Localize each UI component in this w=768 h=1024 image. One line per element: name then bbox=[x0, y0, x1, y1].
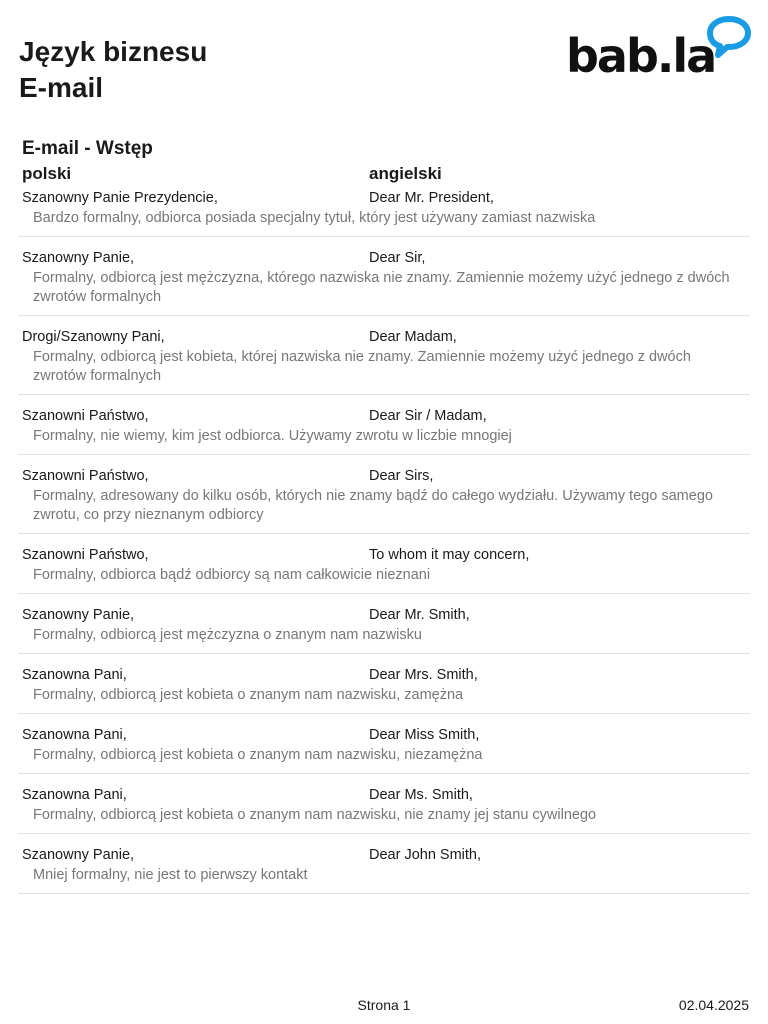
phrase-note: Formalny, odbiorcą jest kobieta o znanym nam nazwisku, niezamężna bbox=[33, 747, 483, 763]
phrase-polish: Szanowna Pani, bbox=[22, 727, 127, 743]
column-header-english: angielski bbox=[369, 164, 442, 183]
phrase-polish: Szanowny Panie Prezydencie, bbox=[22, 190, 218, 206]
phrase-entry bbox=[18, 245, 750, 316]
phrase-english: Dear Mr. President, bbox=[369, 190, 494, 206]
print-date: 02.04.2025 bbox=[678, 997, 749, 1013]
phrase-note: Formalny, adresowany do kilku osób, których nie znamy bądź do całego wydziału. Używamy tego samego zwrotu, co przy nieznanym odbiorcy bbox=[33, 488, 713, 523]
phrase-english: Dear Mr. Smith, bbox=[369, 607, 470, 623]
phrase-english: Dear Sir, bbox=[369, 250, 426, 266]
page-title-line2: E-mail bbox=[19, 72, 104, 103]
phrase-note: Formalny, odbiorcą jest mężczyzna, którego nazwiska nie znamy. Zamiennie możemy użyć jednego z dwóch zwrotów formalnych bbox=[33, 270, 730, 305]
phrase-entry bbox=[18, 463, 750, 534]
phrase-polish: Szanowny Panie, bbox=[22, 607, 135, 623]
phrase-english: Dear Sirs, bbox=[369, 468, 434, 484]
phrase-polish: Szanowni Państwo, bbox=[22, 408, 149, 424]
phrase-polish: Szanowna Pani, bbox=[22, 787, 127, 803]
phrase-note: Bardzo formalny, odbiorca posiada specjalny tytuł, który jest używany zamiast nazwiska bbox=[33, 210, 596, 226]
page-number: Strona 1 bbox=[357, 997, 411, 1013]
phrase-english: Dear Madam, bbox=[369, 329, 457, 345]
phrase-list bbox=[18, 185, 750, 902]
phrase-polish: Szanowni Państwo, bbox=[22, 547, 149, 563]
phrase-entry bbox=[18, 662, 750, 714]
page-title bbox=[19, 34, 207, 106]
phrase-note: Formalny, odbiorcą jest kobieta o znanym nam nazwisku, zamężna bbox=[33, 687, 464, 703]
speech-bubble-icon bbox=[706, 16, 752, 60]
phrase-note: Formalny, odbiorcą jest kobieta, której nazwiska nie znamy. Zamiennie możemy użyć jednego z dwóch zwrotów formalnych bbox=[33, 349, 691, 384]
phrase-english: Dear Miss Smith, bbox=[369, 727, 480, 743]
phrase-entry bbox=[18, 722, 750, 774]
phrase-polish: Szanowna Pani, bbox=[22, 667, 127, 683]
phrase-entry bbox=[18, 842, 750, 894]
phrase-entry bbox=[18, 403, 750, 455]
phrase-polish: Szanowny Panie, bbox=[22, 847, 135, 863]
phrase-polish: Szanowni Państwo, bbox=[22, 468, 149, 484]
phrase-english: Dear John Smith, bbox=[369, 847, 482, 863]
phrase-note: Formalny, odbiorcą jest kobieta o znanym nam nazwisku, nie znamy jej stanu cywilnego bbox=[33, 807, 597, 823]
phrase-polish: Szanowny Panie, bbox=[22, 250, 135, 266]
phrase-english: Dear Sir / Madam, bbox=[369, 408, 487, 424]
phrase-note: Formalny, nie wiemy, kim jest odbiorca. Używamy zwrotu w liczbie mnogiej bbox=[33, 428, 512, 444]
section-title: E-mail - Wstęp bbox=[22, 138, 153, 159]
column-header-polish: polski bbox=[22, 164, 72, 183]
phrase-entry bbox=[18, 185, 750, 237]
phrase-entry bbox=[18, 324, 750, 395]
phrase-entry bbox=[18, 782, 750, 834]
babla-logo[interactable] bbox=[566, 16, 752, 82]
phrase-english: Dear Ms. Smith, bbox=[369, 787, 473, 803]
logo-text: bab.la bbox=[566, 29, 716, 83]
phrase-note: Mniej formalny, nie jest to pierwszy kontakt bbox=[33, 867, 308, 883]
phrase-english: To whom it may concern, bbox=[369, 547, 530, 563]
phrase-note: Formalny, odbiorca bądź odbiorcy są nam całkowicie nieznani bbox=[33, 567, 431, 583]
phrase-note: Formalny, odbiorcą jest mężczyzna o znanym nam nazwisku bbox=[33, 627, 422, 643]
phrase-entry bbox=[18, 602, 750, 654]
page-title-line1: Język biznesu bbox=[19, 36, 208, 67]
phrase-entry bbox=[18, 542, 750, 594]
phrase-english: Dear Mrs. Smith, bbox=[369, 667, 478, 683]
phrase-polish: Drogi/Szanowny Pani, bbox=[22, 329, 165, 345]
